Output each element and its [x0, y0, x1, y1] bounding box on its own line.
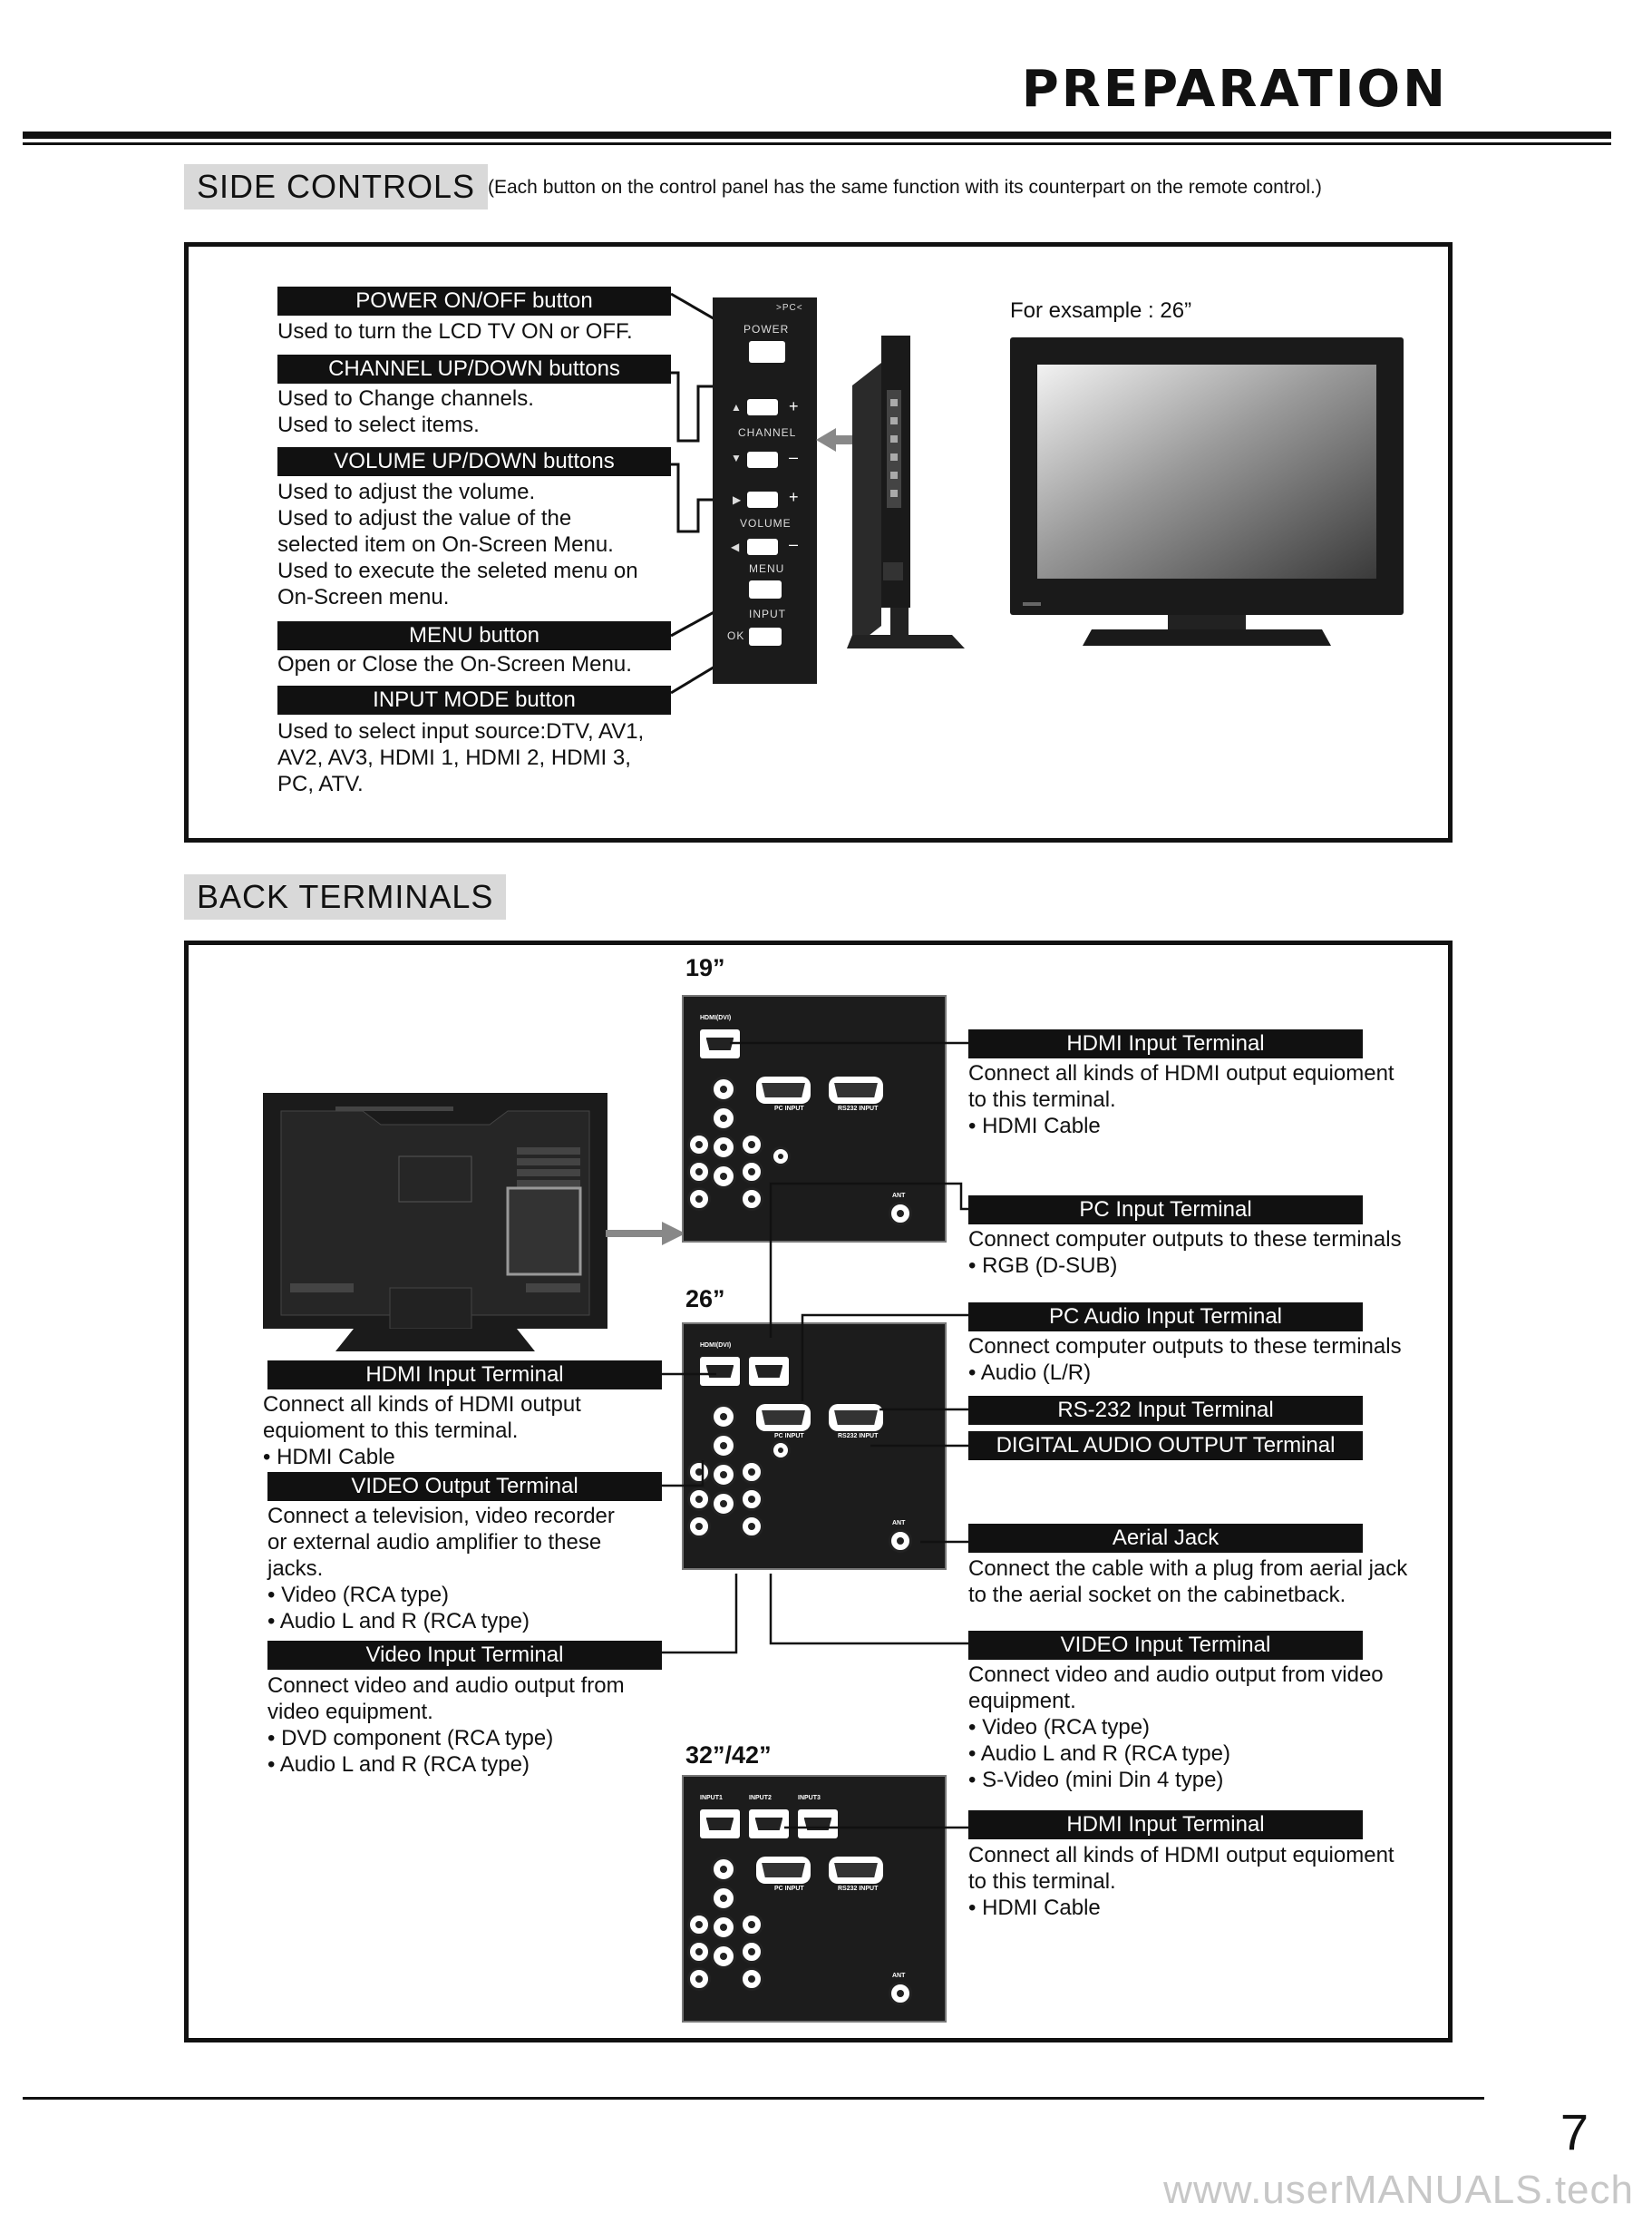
channel-up-button[interactable]	[747, 399, 778, 415]
aerial-jack	[889, 1202, 912, 1225]
video-input-right-desc: Connect video and audio output from video equipment. • Video (RCA type) • Audio L and R (RCA type) • S-Video (mini Din 4 type)	[968, 1662, 1384, 1792]
back-panel-32-42	[682, 1775, 947, 2023]
jack	[687, 1160, 711, 1184]
pc-input-text: PC INPUT	[774, 1106, 804, 1112]
ch-down-arrow: ▼	[731, 452, 743, 464]
rs232-input-label: RS-232 Input Terminal	[968, 1396, 1363, 1425]
vol-plus: +	[789, 488, 800, 506]
pc-input-text: PC INPUT	[774, 1886, 804, 1892]
hdmi-dvi-text: HDMI(DVI)	[700, 1342, 732, 1349]
example-size-text: For exsample : 26”	[1010, 298, 1192, 323]
back-terminals-heading: BACK TERMINALS	[184, 874, 506, 920]
pc-input-text: PC INPUT	[774, 1433, 804, 1439]
jack	[740, 1940, 763, 1964]
volume-up-button[interactable]	[747, 492, 778, 508]
digital-audio-output-label: DIGITAL AUDIO OUTPUT Terminal	[968, 1431, 1363, 1460]
right-hdmi-input-desc-19: Connect all kinds of HDMI output equioment to this terminal. • HDMI Cable	[968, 1061, 1394, 1138]
back-arrow-icon	[606, 1220, 687, 1247]
jack	[687, 1187, 711, 1211]
vol-minus: –	[789, 535, 800, 553]
channel-down-button[interactable]	[747, 452, 778, 468]
ch-up-arrow: ▲	[731, 401, 743, 414]
jack	[711, 1886, 736, 1911]
right-hdmi-input-desc-32: Connect all kinds of HDMI output equioment to this terminal. • HDMI Cable	[968, 1843, 1394, 1920]
volume-buttons-desc: Used to adjust the volume. Used to adjust the value of the selected item on On-Screen Menu. Used to execute the seleted menu on On-Screen menu.	[277, 480, 638, 609]
vol-left-arrow: ◀	[731, 541, 741, 553]
pc-input-label: PC Input Terminal	[968, 1195, 1363, 1224]
jack	[711, 1135, 736, 1160]
jack	[771, 1146, 791, 1166]
header-rule	[23, 132, 1611, 139]
ant-text: ANT	[892, 1520, 906, 1526]
jack	[711, 1433, 736, 1458]
pc-mark: >PC<	[776, 303, 803, 313]
jack	[687, 1460, 711, 1484]
back-panel-19	[682, 995, 947, 1243]
input-button[interactable]	[749, 628, 782, 646]
jack	[740, 1160, 763, 1184]
tv-side-view	[843, 336, 970, 653]
jack	[687, 1515, 711, 1538]
jack	[711, 1404, 736, 1429]
video-input-left-desc: Connect video and audio output from video equipment. • DVD component (RCA type) • Audio L and R (RCA type)	[267, 1673, 625, 1777]
hdmi-port	[700, 1357, 740, 1386]
panel-ok-text: OK	[727, 629, 745, 642]
pc-input-port	[756, 1077, 811, 1104]
video-input-right-label: VIDEO Input Terminal	[968, 1631, 1363, 1660]
ch-minus: –	[789, 448, 800, 466]
jack	[771, 1440, 791, 1460]
tv-front-view	[1008, 337, 1407, 650]
pc-input-desc: Connect computer outputs to these terminals • RGB (D-SUB)	[968, 1227, 1402, 1278]
model-32-42-label: 32”/42”	[685, 1741, 772, 1769]
video-output-desc: Connect a television, video recorder or external audio amplifier to these jacks. • Video (RCA type) • Audio L and R (RCA type)	[267, 1504, 615, 1633]
aerial-jack-desc: Connect the cable with a plug from aerial jack to the aerial socket on the cabinetback.	[968, 1556, 1408, 1607]
jack	[687, 1487, 711, 1511]
ch-plus: +	[789, 397, 800, 415]
jack	[711, 1106, 736, 1131]
jack	[711, 1915, 736, 1940]
volume-down-button[interactable]	[747, 539, 778, 555]
page-title: PREPARATION	[1021, 60, 1448, 119]
ant-text: ANT	[892, 1973, 906, 1979]
jack	[711, 1944, 736, 1969]
input-mode-button-label: INPUT MODE button	[277, 686, 671, 715]
hdmi-dvi-text: HDMI(DVI)	[700, 1015, 732, 1021]
rs232-text: RS232 INPUT	[838, 1886, 879, 1892]
jack	[740, 1515, 763, 1538]
jack	[740, 1187, 763, 1211]
watermark: www.userMANUALS.tech	[1163, 2168, 1634, 2212]
aerial-jack	[889, 1529, 912, 1553]
aerial-jack	[889, 1982, 912, 2005]
video-output-label: VIDEO Output Terminal	[267, 1472, 662, 1501]
right-hdmi-input-label-32: HDMI Input Terminal	[968, 1810, 1363, 1839]
hdmi-port	[749, 1357, 789, 1386]
input1-text: INPUT1	[700, 1795, 723, 1801]
left-hdmi-input-label: HDMI Input Terminal	[267, 1360, 662, 1389]
panel-power-text: POWER	[743, 323, 790, 336]
volume-buttons-label: VOLUME UP/DOWN buttons	[277, 447, 671, 476]
side-controls-heading: SIDE CONTROLS	[184, 164, 488, 210]
rs232-port	[829, 1404, 883, 1431]
jack	[711, 1857, 736, 1882]
jack	[687, 1967, 711, 1991]
jack	[711, 1164, 736, 1189]
rs232-port	[829, 1077, 883, 1104]
power-button-desc: Used to turn the LCD TV ON or OFF.	[277, 319, 633, 344]
menu-button-label: MENU button	[277, 621, 671, 650]
rs232-text: RS232 INPUT	[838, 1433, 879, 1439]
jack	[740, 1967, 763, 1991]
panel-volume-text: VOLUME	[740, 517, 792, 530]
hdmi-port	[798, 1809, 838, 1838]
model-26-label: 26”	[685, 1285, 725, 1312]
panel-input-text: INPUT	[749, 608, 786, 620]
right-hdmi-input-label-19: HDMI Input Terminal	[968, 1029, 1363, 1058]
jack	[740, 1460, 763, 1484]
panel-channel-text: CHANNEL	[738, 426, 797, 439]
vol-right-arrow: ▶	[733, 493, 743, 506]
model-19-label: 19”	[685, 954, 725, 981]
pc-input-port	[756, 1404, 811, 1431]
jack	[687, 1913, 711, 1936]
menu-button[interactable]	[749, 580, 782, 599]
jack	[740, 1133, 763, 1156]
jack	[711, 1077, 736, 1102]
hdmi-port	[749, 1809, 789, 1838]
power-button-label: POWER ON/OFF button	[277, 287, 671, 316]
panel-menu-text: MENU	[749, 562, 785, 575]
side-control-panel	[713, 297, 817, 684]
pc-audio-input-desc: Connect computer outputs to these terminals • Audio (L/R)	[968, 1334, 1402, 1385]
page-number: 7	[1560, 2103, 1589, 2160]
channel-buttons-desc: Used to Change channels. Used to select items.	[277, 386, 534, 437]
rs232-text: RS232 INPUT	[838, 1106, 879, 1112]
jack	[711, 1462, 736, 1487]
hdmi-port	[700, 1809, 740, 1838]
video-input-left-label: Video Input Terminal	[267, 1641, 662, 1670]
power-button[interactable]	[749, 341, 785, 363]
jack	[740, 1913, 763, 1936]
rs232-port	[829, 1857, 883, 1884]
pc-input-port	[756, 1857, 811, 1884]
jack	[687, 1940, 711, 1964]
back-panel-26	[682, 1322, 947, 1570]
aerial-jack-label: Aerial Jack	[968, 1524, 1363, 1553]
footer-rule	[23, 2097, 1484, 2100]
jack	[687, 1133, 711, 1156]
hdmi-port	[700, 1029, 740, 1058]
menu-button-desc: Open or Close the On-Screen Menu.	[277, 652, 632, 677]
side-controls-note: (Each button on the control panel has the same function with its counterpart on the remote control.)	[488, 177, 1322, 198]
jack	[740, 1487, 763, 1511]
header-rule-thin	[23, 142, 1611, 145]
channel-buttons-label: CHANNEL UP/DOWN buttons	[277, 355, 671, 384]
input2-text: INPUT2	[749, 1795, 772, 1801]
input-mode-button-desc: Used to select input source:DTV, AV1, AV2, AV3, HDMI 1, HDMI 2, HDMI 3, PC, ATV.	[277, 719, 645, 796]
pc-audio-input-label: PC Audio Input Terminal	[968, 1302, 1363, 1331]
input3-text: INPUT3	[798, 1795, 821, 1801]
left-hdmi-input-desc: Connect all kinds of HDMI output equioment to this terminal. • HDMI Cable	[263, 1392, 581, 1469]
ant-text: ANT	[892, 1193, 906, 1199]
jack	[711, 1491, 736, 1516]
tv-back-view	[263, 1093, 607, 1351]
